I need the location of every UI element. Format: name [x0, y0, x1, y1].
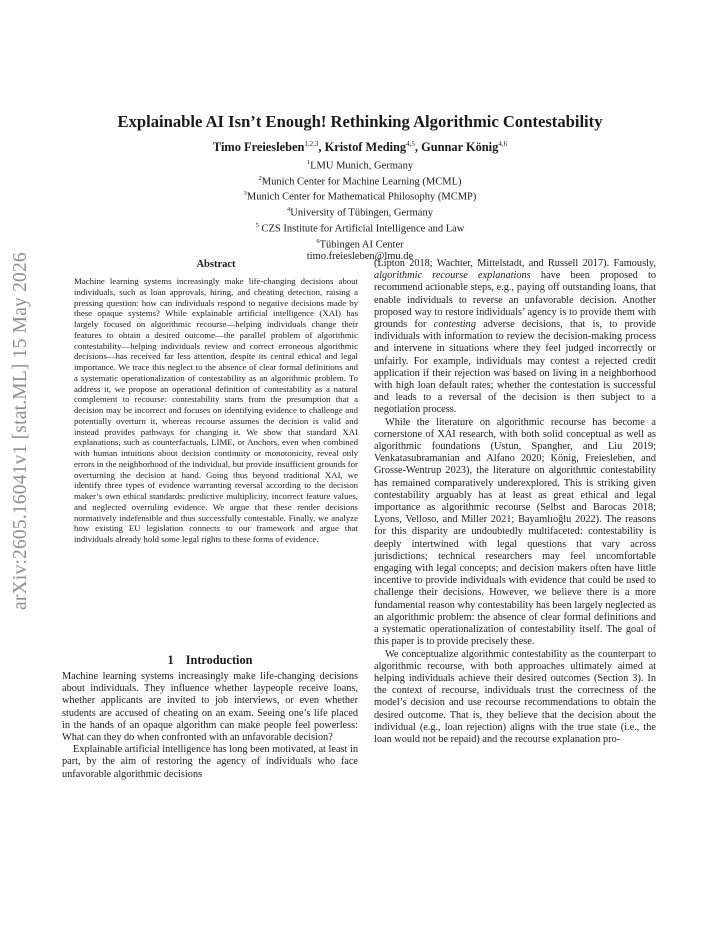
author-name: Gunnar König: [421, 140, 499, 155]
author-name: Timo Freiesleben: [212, 140, 305, 155]
abstract-body: [74, 276, 358, 545]
paper-title: Explainable AI Isn’t Enough! Rethinking Algorithmic Contestability: [117, 112, 603, 131]
emphasized-term: algorithmic recourse explanations: [374, 270, 531, 282]
abstract-paragraph: Machine learning systems increasingly make life-changing decisions about individuals, such as loan approvals, hiring, and cheating detection, raising a pressing question: how can individuals respond to negative decisions made by these opaque systems? While explainable artificial intelligence (XAI) has largely focused on algorithmic recourse—helping individuals change their features to obtain a desired outcome—the parallel problem of algorithmic contestability—helping individuals review and correct erroneous algorithmic decisions—has received far less attention, despite its central ethical and legal importance. We trace this neglect to the absence of clear formal definitions and a systematic operationalization of contestability as an algorithmic problem. To address it, we propose an operational definition of contestability as a natural complement to recourse: contestability starts from the presumption that a decision may be incorrect and focuses on identifying evidence to challenge and potentially overturn it, whereas recourse assumes the decision is valid and instead provides pathways for changing it. We show that standard XAI explanations, such as counterfactuals, LIME, or Anchors, even when combined with human intuitions about decision continuity or monotonicity, reveal only errors in the neighborhood of the individual, but provide insufficient grounds for overturning the decision at hand. Going thus beyond traditional XAI, we identify three types of evidence warranting reversal according to the decision maker’s own ethical standards: predictive multiplicity, incorrect feature values, and neglected overruling evidence. We argue that these render decisions normatively indefensible and thus successfully contestable. Finally, we analyze how existing EU legislation connects to our framework and argue that individuals already hold some legal rights to these forms of evidence.: [74, 276, 358, 544]
affiliation-list: [0, 157, 720, 263]
body-paragraph: While the literature on algorithmic recourse has become a cornerstone of XAI research, with both solid conceptual as well as algorithmic foundations (Ustun, Spangher, and Liu 2019; Venkatasubramanian and Alfano 2020; König, Freiesleben, and Grosse-Wentrup 2023), the literature on algorithmic contestability has remained comparatively underexplored. This is striking given contestability arguably has at least as great ethical and legal importance as algorithmic recourse (Selbst and Barocas 2018; Lyons, Velloso, and Miller 2021; Bayamlıoğlu 2022). The reasons for this disparity are undoubtedly multifaceted: contestability is deeply intertwined with legal questions that vary across jurisdictions; technical researchers may feel uncomfortable engaging with legal concepts; and decision makers often have little incentive to provide individuals with evidence that could be used to challenge their decisions. However, we believe there is a more fundamental reason why contestability has been largely neglected as an algorithmic problem: the absence of clear formal definitions and a systematic operationalization of contestability itself. The goal of this paper is to provide precisely these.: [374, 416, 656, 648]
author-affiliation-marker: 1,2,3: [304, 140, 319, 148]
body-paragraph: (Lipton 2018; Wachter, Mittelstadt, and Russell 2017). Famously, algorithmic recourse explanations have been proposed to recommend actionable steps, e.g., paying off outstanding loans, that enable individuals to reverse an unfavorable decision. Another proposed way to restore individuals’ agency is to provide them with grounds for contesting adverse decisions, that is, to provide individuals with information to review the decision-making process and intervene in situations where they feel judged incorrectly or unfairly. For example, individuals may contest a rejected credit application if their rejection was based on living in a neighborhood with high loan default rates; whether the contestation is successful and leads to a reversal of the decision is then subject to a negotiation process.: [374, 258, 656, 416]
affiliation-line: $^2$Munich Center for Machine Learning (MCML): [258, 174, 462, 188]
affiliation-line: $^5$ CZS Institute for Artificial Intelligence and Law: [255, 221, 465, 235]
arxiv-identifier-stamp: arXiv:2605.16041v1 [stat.ML] 15 May 2026: [10, 252, 31, 610]
affiliation-line: $^6$Tübingen AI Center: [316, 237, 404, 251]
abstract-heading: Abstract: [196, 259, 236, 270]
section-title: Introduction: [185, 653, 253, 667]
section-number: 1: [167, 653, 174, 667]
author-affiliation-marker: 4,6: [498, 140, 508, 148]
author-email: timo.freiesleben@lmu.de: [306, 251, 414, 263]
left-column-body: [62, 671, 358, 781]
body-paragraph: We conceptualize algorithmic contestability as the counterpart to algorithmic recourse, with both approaches ultimately aimed at helping individuals achieve their desired outcomes (Section 3). In the context of recourse, individuals trust the correctness of the model’s decision and use recourse recommendations to obtain the desired outcome. That is, they believe that the decision about the individual (e.g., loan rejection) aligns with the true state (i.e., the loan would not be repaid) and the recourse explanation pro-: [374, 648, 656, 745]
emphasized-term: contesting: [433, 319, 476, 331]
section-heading-introduction: [62, 653, 358, 668]
body-paragraph: Explainable artificial intelligence has long been motivated, at least in part, by the aim of restoring the agency of individuals who face unfavorable algorithmic decisions: [62, 744, 358, 780]
affiliation-line: $^3$Munich Center for Mathematical Philosophy (MCMP): [243, 190, 477, 203]
author-name: Kristof Meding: [324, 140, 407, 155]
right-column-body: [374, 258, 656, 746]
author-affiliation-marker: 4,5: [406, 140, 415, 148]
author-list: Timo Freiesleben$^{1,2,3}$, Kristof Meding$^{4,5}$, Gunnar König$^{4,6}$: [212, 140, 508, 155]
body-paragraph: Machine learning systems increasingly make life-changing decisions about individuals. They influence whether laypeople receive loans, whether applicants are invited to job interviews, or even whether students are accused of cheating on an exam. Seeing one’s life placed in the hands of an opaque algorithm can make people feel powerless: What can they do when confronted with an unfavorable decision?: [62, 671, 358, 744]
affiliation-line: $^4$University of Tübingen, Germany: [287, 206, 433, 219]
affiliation-line: $^1$LMU Munich, Germany: [306, 159, 414, 172]
